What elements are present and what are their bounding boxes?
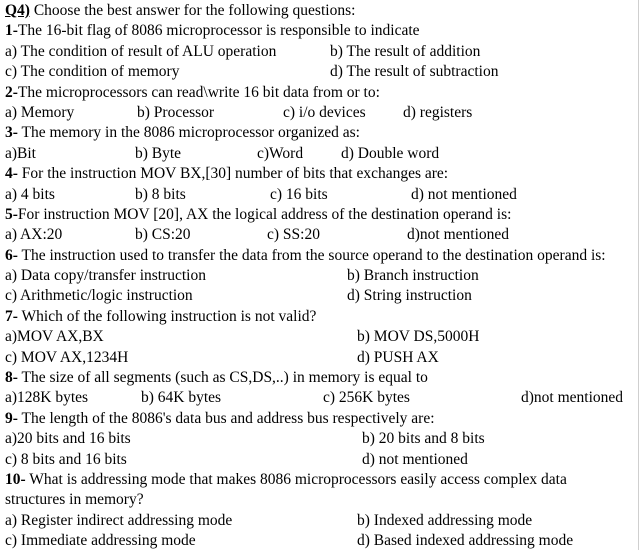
- option-c[interactable]: c) MOV AX,1234H: [5, 348, 129, 366]
- option-b[interactable]: b) MOV DS,5000H: [357, 328, 480, 346]
- option-b[interactable]: b) CS:20: [135, 226, 191, 244]
- question-text: The microprocessors can read\write 16 bit data from or to:: [17, 83, 380, 101]
- question-text: For instruction MOV [20], AX the logical address of the destination operand is:: [17, 205, 512, 223]
- section-instruction: Choose the best answer for the following questions:: [29, 2, 356, 19]
- section-label: Q4): [5, 2, 30, 19]
- option-c[interactable]: c) 8 bits and 16 bits: [5, 450, 127, 468]
- question-1: [5, 21, 635, 41]
- question-text: What is addressing mode that makes 8086 microprocessors easily access complex data: [25, 470, 567, 488]
- options-row: [5, 266, 635, 286]
- option-a[interactable]: a) The condition of result of ALU operation: [5, 42, 277, 60]
- options-row: [5, 62, 635, 82]
- question-6: [5, 246, 635, 266]
- option-b[interactable]: b) Byte: [135, 144, 182, 162]
- question-number: 4-: [5, 165, 18, 183]
- option-b[interactable]: b) Processor: [137, 103, 215, 121]
- option-d[interactable]: d) Double word: [341, 144, 440, 162]
- option-b[interactable]: b) 64K bytes: [141, 389, 222, 407]
- option-a[interactable]: a)20 bits and 16 bits: [5, 430, 131, 448]
- question-number: 3-: [5, 124, 18, 142]
- question-number: 7-: [5, 307, 18, 325]
- options-row: [5, 185, 635, 205]
- option-d[interactable]: d) PUSH AX: [357, 348, 439, 366]
- option-a[interactable]: a) Data copy/transfer instruction: [5, 267, 206, 285]
- option-d[interactable]: d) String instruction: [347, 287, 472, 305]
- options-row: [5, 429, 635, 449]
- question-7: [5, 307, 635, 327]
- question-number: 2-: [5, 83, 18, 101]
- question-number: 1-: [5, 22, 18, 40]
- question-text: The memory in the 8086 microprocessor organized as:: [17, 124, 360, 142]
- options-row: [5, 103, 635, 123]
- question-8: [5, 368, 635, 388]
- question-text: The instruction used to transfer the data from the source operand to the destination operand is:: [17, 246, 606, 264]
- option-c[interactable]: c)Word: [257, 144, 304, 162]
- option-c[interactable]: c) 16 bits: [270, 185, 328, 203]
- option-d[interactable]: d) Based indexed addressing mode: [357, 532, 574, 550]
- question-number: 5-: [5, 205, 18, 223]
- option-b[interactable]: b) 20 bits and 8 bits: [362, 430, 485, 448]
- options-row: [5, 388, 635, 408]
- question-text: The 16-bit flag of 8086 microprocessor is responsible to indicate: [17, 22, 420, 40]
- section-header: [5, 1, 635, 21]
- option-a[interactable]: a)128K bytes: [5, 389, 89, 407]
- option-b[interactable]: b) Indexed addressing mode: [357, 511, 533, 529]
- question-number: 6-: [5, 246, 18, 264]
- option-d[interactable]: d) not mentioned: [362, 450, 468, 468]
- option-c[interactable]: c) Immediate addressing mode: [5, 532, 196, 550]
- option-c[interactable]: c) 256K bytes: [323, 389, 410, 407]
- option-d[interactable]: d) The result of subtraction: [330, 63, 499, 81]
- option-b[interactable]: b) Branch instruction: [347, 267, 479, 285]
- option-a[interactable]: a) Memory: [5, 103, 75, 121]
- exam-question-sheet: [5, 1, 635, 552]
- question-text: The size of all segments (such as CS,DS,..) in memory is equal to: [17, 369, 428, 387]
- options-row: [5, 348, 635, 368]
- option-c[interactable]: c) The condition of memory: [5, 63, 180, 81]
- options-row: [5, 531, 635, 551]
- question-text: For the instruction MOV BX,[30] number of bits that exchanges are:: [17, 165, 449, 183]
- option-d[interactable]: d)not mentioned: [521, 389, 624, 407]
- options-row: [5, 511, 635, 531]
- option-b[interactable]: b) The result of addition: [330, 42, 481, 60]
- question-text-continued: structures in memory?: [5, 491, 144, 509]
- option-c[interactable]: c) Arithmetic/logic instruction: [5, 287, 193, 305]
- option-d[interactable]: d) registers: [403, 103, 473, 121]
- options-row: [5, 327, 635, 347]
- question-text: Which of the following instruction is not valid?: [17, 307, 317, 325]
- question-3: [5, 123, 635, 143]
- question-text: The length of the 8086's data bus and address bus respectively are:: [17, 409, 435, 427]
- question-10: [5, 470, 635, 490]
- options-row: [5, 225, 635, 245]
- option-a[interactable]: a) 4 bits: [5, 185, 55, 203]
- option-a[interactable]: a)Bit: [5, 144, 36, 162]
- question-number: 10-: [5, 470, 26, 488]
- option-d[interactable]: d)not mentioned: [407, 226, 510, 244]
- option-a[interactable]: a) AX:20: [5, 226, 63, 244]
- option-c[interactable]: c) i/o devices: [283, 103, 366, 121]
- option-b[interactable]: b) 8 bits: [135, 185, 186, 203]
- option-a[interactable]: a) Register indirect addressing mode: [5, 511, 233, 529]
- question-number: 8-: [5, 369, 18, 387]
- options-row: [5, 286, 635, 306]
- question-9: [5, 409, 635, 429]
- page-right-border: [638, 0, 639, 550]
- option-d[interactable]: d) not mentioned: [411, 185, 517, 203]
- options-row: [5, 144, 635, 164]
- question-5: [5, 205, 635, 225]
- options-row: [5, 450, 635, 470]
- question-number: 9-: [5, 409, 18, 427]
- option-c[interactable]: c) SS:20: [267, 226, 320, 244]
- option-a[interactable]: a)MOV AX,BX: [5, 328, 104, 346]
- question-10-continued: [5, 490, 635, 510]
- options-row: [5, 42, 635, 62]
- question-2: [5, 83, 635, 103]
- question-4: [5, 164, 635, 184]
